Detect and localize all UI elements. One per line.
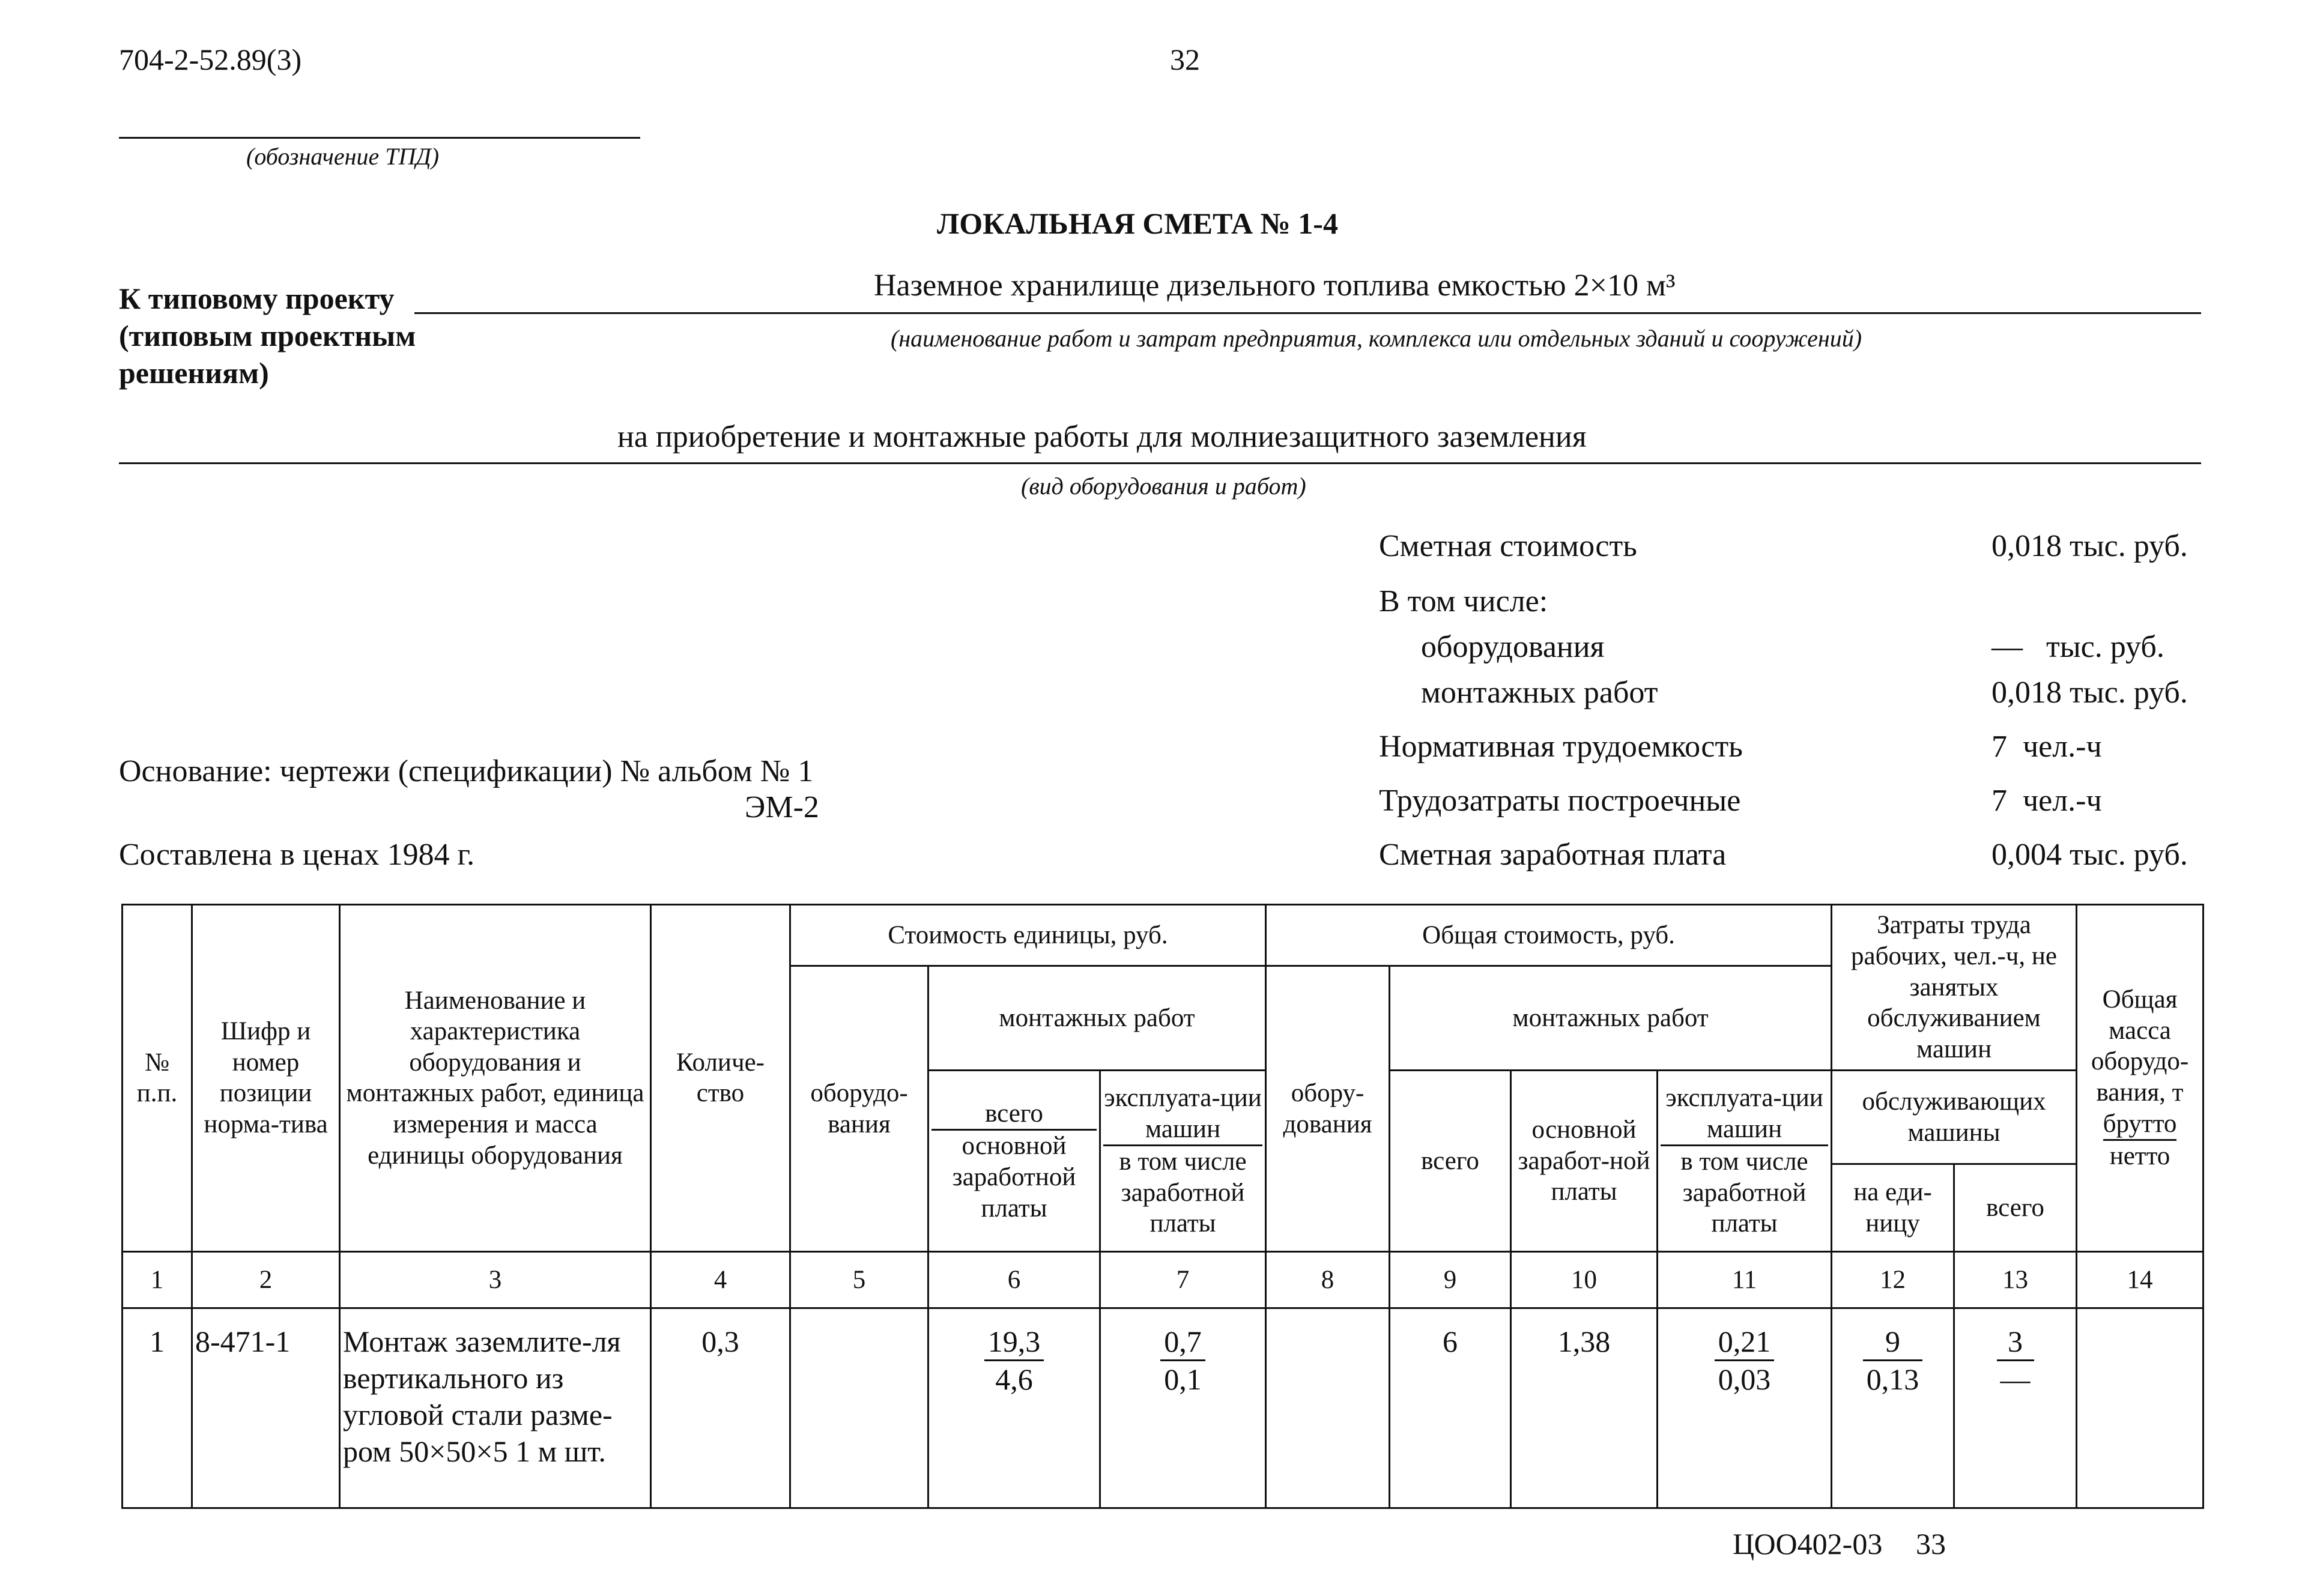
- row-name: Монтаж заземлите-ля вертикального из угловой стали разме-ром 50×50×5 1 м шт.: [340, 1308, 651, 1508]
- row-col13-num: 3: [1997, 1323, 2034, 1361]
- work-type-caption: (вид оборудования и работ): [1021, 473, 1306, 500]
- header-col7-machines: эксплуата-ции машин: [1103, 1083, 1262, 1146]
- colnum-1: 1: [123, 1251, 192, 1308]
- row-col14: [2077, 1308, 2204, 1508]
- header-col13: всего: [1954, 1164, 2077, 1252]
- row-col13-den: —: [2000, 1362, 2031, 1396]
- colnum-7: 7: [1100, 1251, 1266, 1308]
- colnum-13: 13: [1954, 1251, 2077, 1308]
- basis-line1: Основание: чертежи (спецификации) № альбом № 1: [119, 754, 814, 788]
- footer-page: 33: [1916, 1527, 1946, 1561]
- work-type: на приобретение и монтажные работы для молниезащитного заземления: [617, 420, 1587, 454]
- row-col13: [1954, 1308, 2077, 1508]
- project-name-underline: [414, 312, 2201, 314]
- header-col11-machines: эксплуата-ции машин: [1661, 1083, 1828, 1146]
- colnum-14: 14: [2077, 1251, 2204, 1308]
- header-installation-unit: монтажных работ: [928, 966, 1266, 1071]
- header-quantity: Количе-ство: [651, 905, 790, 1252]
- row-number: 1: [123, 1308, 192, 1508]
- row-col6-fraction: [984, 1323, 1044, 1397]
- summary-label-estimated-cost: Сметная стоимость: [1379, 529, 1637, 563]
- row-col13-fraction: [1997, 1323, 2034, 1397]
- header-col6-total: всего: [931, 1098, 1097, 1131]
- header-equipment-unit: оборудо-вания: [790, 966, 928, 1252]
- row-col7-den: 0,1: [1164, 1362, 1202, 1396]
- header-col9: всего: [1390, 1070, 1511, 1251]
- summary-value-labor-norm: 7 чел.-ч: [1992, 730, 2102, 764]
- row-col6-num: 19,3: [984, 1323, 1044, 1361]
- basis-prices: Составлена в ценах 1984 г.: [119, 838, 475, 872]
- row-col11-fraction: [1715, 1323, 1775, 1397]
- row-col12: [1832, 1308, 1954, 1508]
- summary-label-wages: Сметная заработная плата: [1379, 838, 1727, 872]
- colnum-3: 3: [340, 1251, 651, 1308]
- colnum-9: 9: [1390, 1251, 1511, 1308]
- basis-line2: ЭМ-2: [745, 790, 819, 824]
- row-quantity: 0,3: [651, 1308, 790, 1508]
- colnum-11: 11: [1658, 1251, 1832, 1308]
- header-mass: [2077, 905, 2204, 1252]
- header-col10: основной заработ-ной платы: [1511, 1070, 1658, 1251]
- header-labor-machines: обслуживающих машины: [1832, 1070, 2077, 1164]
- header-row-number: № п.п.: [123, 905, 192, 1252]
- colnum-4: 4: [651, 1251, 790, 1308]
- estimate-table: [121, 904, 2204, 1509]
- colnum-2: 2: [192, 1251, 340, 1308]
- colnum-10: 10: [1511, 1251, 1658, 1308]
- header-col11-wage: в том числе заработной платы: [1680, 1147, 1808, 1238]
- row-col12-fraction: [1863, 1323, 1923, 1397]
- summary-label-including: В том числе:: [1379, 584, 1548, 618]
- header-mass-label: Общая масса оборудо-вания, т: [2091, 985, 2189, 1107]
- row-col7-num: 0,7: [1160, 1323, 1205, 1361]
- row-code: 8-471-1: [192, 1308, 340, 1508]
- header-installation-total: монтажных работ: [1390, 966, 1832, 1071]
- header-col6-fraction: [931, 1098, 1097, 1224]
- header-equipment-total: обору-дования: [1266, 966, 1390, 1252]
- row-col10: 1,38: [1511, 1308, 1658, 1508]
- colnum-5: 5: [790, 1251, 928, 1308]
- work-type-underline: [119, 462, 2201, 464]
- colnum-6: 6: [928, 1251, 1100, 1308]
- project-name-caption: (наименование работ и затрат предприятия, комплекса или отдельных зданий и сооружений): [891, 325, 1862, 352]
- project-label-line2: (типовым проектным: [119, 319, 416, 352]
- summary-label-equipment: оборудования: [1421, 630, 1605, 664]
- row-col12-num: 9: [1863, 1323, 1923, 1361]
- document-code: 704-2-52.89(3): [119, 43, 302, 76]
- header-col7-wage: в том числе заработной платы: [1119, 1147, 1247, 1238]
- project-label-line1: К типовому проекту: [119, 282, 395, 315]
- summary-value-wages: 0,004 тыс. руб.: [1992, 838, 2188, 872]
- row-col7-fraction: [1160, 1323, 1205, 1397]
- header-mass-gross: брутто: [2103, 1108, 2177, 1141]
- summary-value-equipment: — тыс. руб.: [1992, 630, 2164, 664]
- header-col6-base-wage: основной заработной платы: [952, 1132, 1076, 1223]
- header-col7: [1100, 1070, 1266, 1251]
- summary-label-labor-site: Трудозатраты построечные: [1379, 784, 1741, 818]
- page-number: 32: [1170, 43, 1200, 76]
- summary-value-estimated-cost: 0,018 тыс. руб.: [1992, 529, 2188, 563]
- header-mass-net: нетто: [2109, 1142, 2170, 1171]
- header-col7-fraction: [1103, 1083, 1262, 1239]
- project-label-line3: решениям): [119, 356, 269, 390]
- header-total-cost: Общая стоимость, руб.: [1266, 905, 1832, 966]
- header-unit-cost: Стоимость единицы, руб.: [790, 905, 1266, 966]
- header-mass-fraction: [2103, 1108, 2177, 1172]
- colnum-12: 12: [1832, 1251, 1954, 1308]
- row-col11-num: 0,21: [1715, 1323, 1775, 1361]
- header-col11-fraction: [1661, 1083, 1828, 1239]
- project-name: Наземное хранилище дизельного топлива емкостью 2×10 м³: [874, 268, 1676, 303]
- summary-label-labor-norm: Нормативная трудоемкость: [1379, 730, 1743, 764]
- row-col9: 6: [1390, 1308, 1511, 1508]
- document-title: ЛОКАЛЬНАЯ СМЕТА № 1-4: [937, 207, 1338, 240]
- row-col5: [790, 1308, 928, 1508]
- header-col11: [1658, 1070, 1832, 1251]
- row-col6: [928, 1308, 1100, 1508]
- header-code: Шифр и номер позиции норма-тива: [192, 905, 340, 1252]
- summary-label-installation: монтажных работ: [1421, 676, 1658, 710]
- header-col6: [928, 1070, 1100, 1251]
- tpd-caption: (обозначение ТПД): [246, 143, 440, 170]
- header-labor: Затраты труда рабочих, чел.-ч, не занятых обслуживанием машин: [1832, 905, 2077, 1071]
- row-col12-den: 0,13: [1866, 1362, 1919, 1396]
- colnum-8: 8: [1266, 1251, 1390, 1308]
- row-col11-den: 0,03: [1718, 1362, 1771, 1396]
- header-name: Наименование и характеристика оборудования и монтажных работ, единица измерения и масса единицы оборудования: [340, 905, 651, 1252]
- row-col7: [1100, 1308, 1266, 1508]
- header-col12: на еди-ницу: [1832, 1164, 1954, 1252]
- row-col8: [1266, 1308, 1390, 1508]
- row-col11: [1658, 1308, 1832, 1508]
- footer-code: ЦОО402-03: [1733, 1527, 1883, 1561]
- summary-value-labor-site: 7 чел.-ч: [1992, 784, 2102, 818]
- summary-value-installation: 0,018 тыс. руб.: [1992, 676, 2188, 710]
- row-col6-den: 4,6: [995, 1362, 1033, 1396]
- tpd-underline: [119, 137, 640, 139]
